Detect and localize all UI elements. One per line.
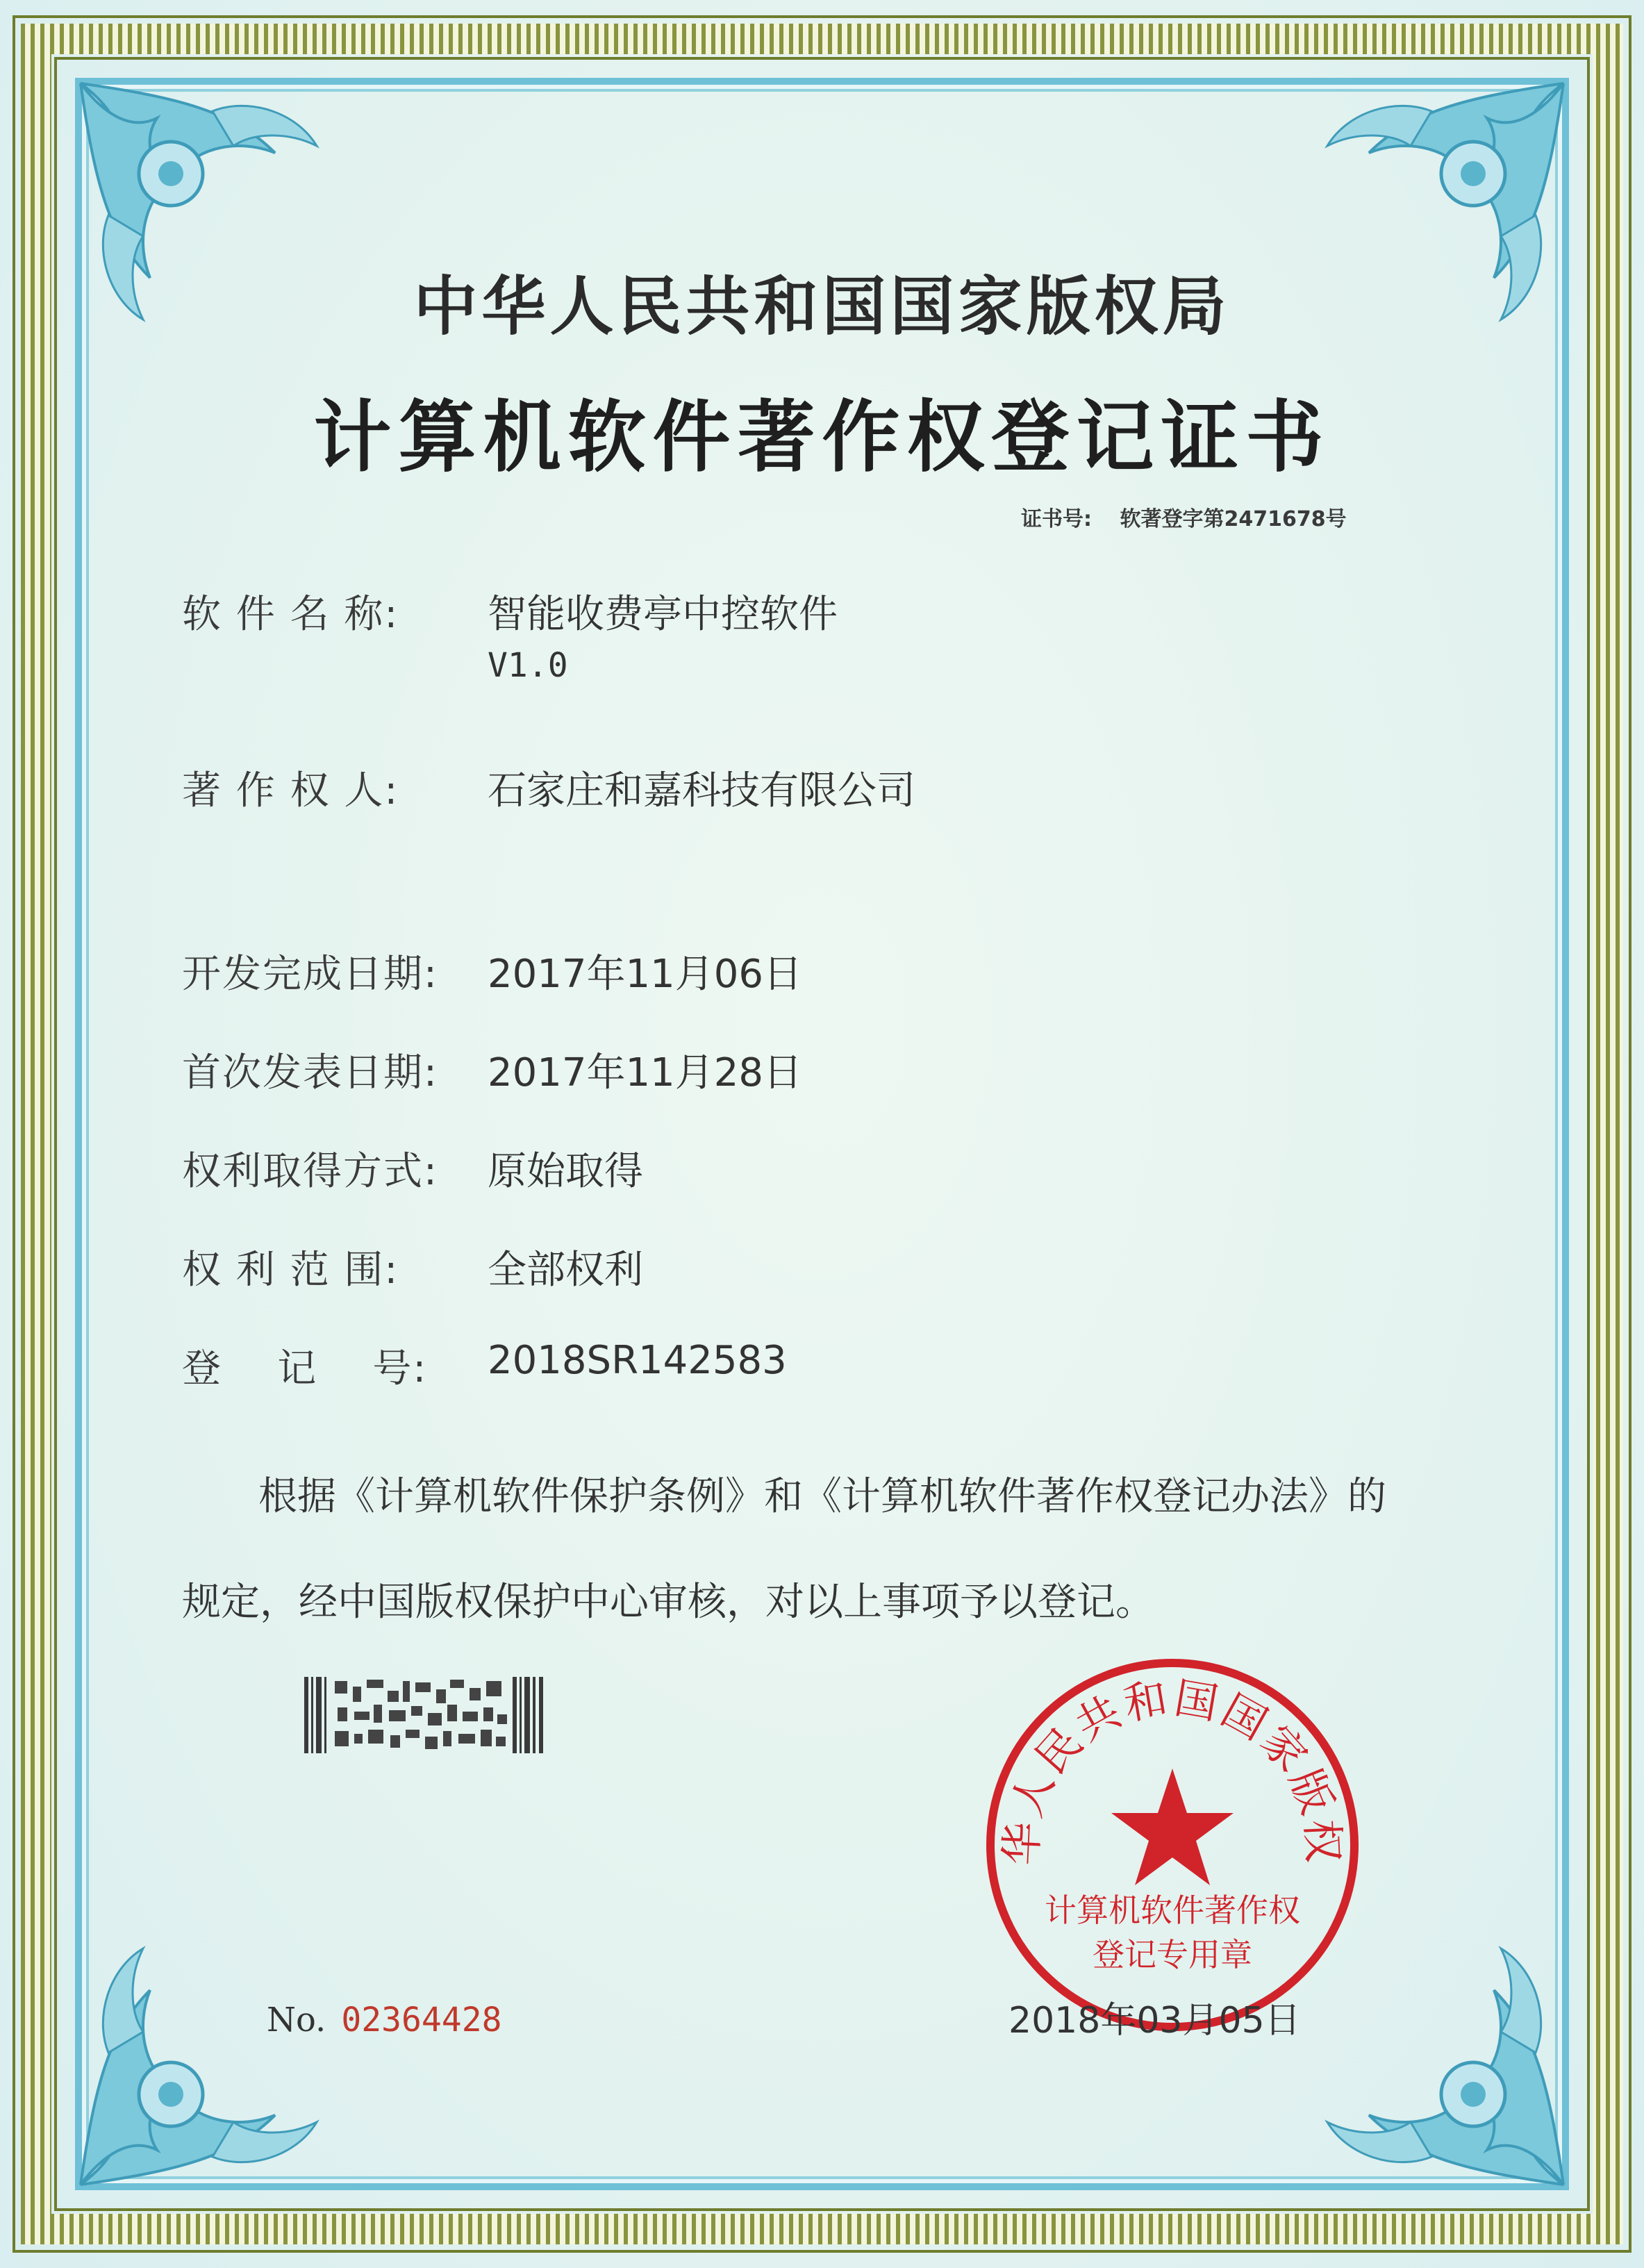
serial-value: 02364428 xyxy=(341,2001,502,2039)
certificate-number xyxy=(1021,502,1347,532)
seal-line-1: 计算机软件著作权 xyxy=(1045,1892,1300,1929)
field-label: 开发完成日期: xyxy=(182,952,438,997)
certificate-number-value: 软著登字第2471678号 xyxy=(1120,507,1347,531)
field-value: 石家庄和嘉科技有限公司 xyxy=(488,768,915,813)
field-label: 著 作 权 人: xyxy=(182,768,399,813)
field-label: 首次发表日期: xyxy=(182,1050,438,1095)
statement-line-2: 规定，经中国版权保护中心审核，对以上事项予以登记。 xyxy=(182,1580,1154,1625)
barcode-icon xyxy=(304,1677,546,1753)
star-icon xyxy=(1111,1769,1234,1885)
field-completion-date xyxy=(182,943,802,999)
field-label: 软 件 名 称: xyxy=(182,592,399,637)
corner-ornament-icon xyxy=(67,1907,358,2199)
software-name-value: 智能收费亭中控软件 xyxy=(488,592,838,637)
field-software-name xyxy=(182,583,838,685)
seal-line-2: 登记专用章 xyxy=(1093,1936,1252,1973)
official-seal xyxy=(978,1650,1367,2039)
field-value: 2017年11月06日 xyxy=(488,952,803,997)
field-copyright-owner xyxy=(182,760,915,816)
field-value: 全部权利 xyxy=(488,1248,643,1293)
seal-ring-text: 华人民共和国国家版权 xyxy=(995,1672,1350,1866)
field-value: 2018SR142583 xyxy=(488,1338,787,1383)
statement-line-1: 根据《计算机软件保护条例》和《计算机软件著作权登记办法》的 xyxy=(258,1474,1386,1519)
field-value: 原始取得 xyxy=(488,1149,643,1194)
field-label: 登 记 号: xyxy=(182,1346,428,1391)
field-label: 权利取得方式: xyxy=(182,1149,438,1194)
software-version-value: V1.0 xyxy=(488,646,568,685)
field-acquisition-method xyxy=(182,1141,643,1196)
certificate-title: 计算机软件著作权登记证书 xyxy=(313,392,1331,483)
certificate-number-label: 证书号: xyxy=(1021,507,1092,531)
serial-number xyxy=(267,2001,502,2039)
field-rights-scope xyxy=(182,1239,643,1295)
field-publication-date xyxy=(182,1042,802,1098)
field-registration-number xyxy=(182,1338,787,1393)
issue-date: 2018年03月05日 xyxy=(1008,2000,1301,2042)
authority-title: 中华人民共和国国家版权局 xyxy=(413,270,1231,344)
field-value: 2017年11月28日 xyxy=(488,1050,803,1095)
serial-label: No. xyxy=(267,2001,326,2039)
field-label: 权 利 范 围: xyxy=(182,1248,399,1293)
field-value xyxy=(488,583,838,685)
